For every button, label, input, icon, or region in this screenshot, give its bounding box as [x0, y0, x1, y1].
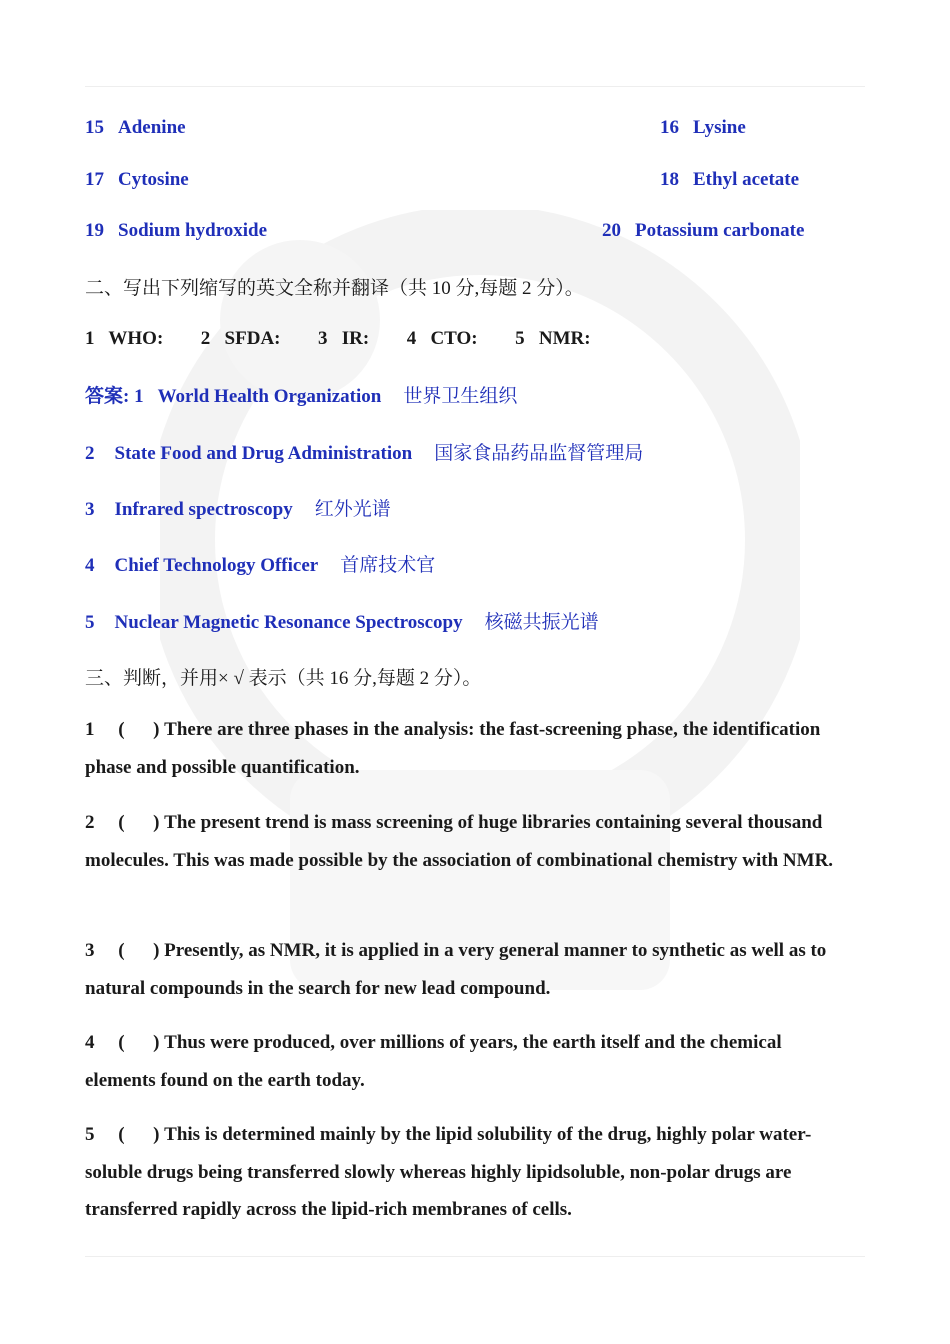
true-false-item: 2 ( ) The present trend is mass screening of huge libraries containing several thousand molecules. This was made possible by the association of combinational chemistry with NMR. — [85, 812, 834, 871]
top-rule — [85, 86, 865, 87]
bottom-rule — [85, 1256, 865, 1257]
vocab-item: 19 Sodium hydroxide — [85, 220, 268, 241]
vocab-item: 20 Potassium carbonate — [602, 220, 805, 241]
answer-item: 2 State Food and Drug Administration 国家食品药品监督管理局 — [85, 443, 644, 464]
vocab-item: 18 Ethyl acetate — [660, 169, 800, 190]
vocab-item: 15 Adenine — [85, 117, 186, 138]
true-false-item: 4 ( ) Thus were produced, over millions of years, the earth itself and the chemical elements found on the earth today. — [85, 1032, 782, 1091]
vocab-item: 16 Lysine — [660, 117, 746, 138]
section-2-heading: 二、写出下列缩写的英文全称并翻译（共 10 分,每题 2 分）。 — [85, 278, 584, 299]
answer-item: 4 Chief Technology Officer 首席技术官 — [85, 555, 436, 576]
answer-item: 答案: 1 World Health Organization 世界卫生组织 — [85, 386, 518, 407]
answer-item: 3 Infrared spectroscopy 红外光谱 — [85, 499, 391, 520]
vocab-item: 17 Cytosine — [85, 169, 189, 190]
section-3-heading: 三、判断，并用× √ 表示（共 16 分,每题 2 分）。 — [85, 668, 482, 689]
answer-item: 5 Nuclear Magnetic Resonance Spectroscopy 核磁共振光谱 — [85, 612, 599, 633]
abbrev-list: 1 WHO: 2 SFDA: 3 IR: 4 CTO: 5 NMR: — [85, 328, 591, 349]
true-false-item: 1 ( ) There are three phases in the analysis: the fast-screening phase, the identification phase and possible quantification. — [85, 719, 821, 778]
true-false-item: 5 ( ) This is determined mainly by the lipid solubility of the drug, highly polar water-soluble drugs being transferred slowly whereas highly lipidsoluble, non-polar drugs are transferred rapidly across the lipid-rich membranes of cells. — [85, 1124, 812, 1220]
true-false-item: 3 ( ) Presently, as NMR, it is applied in a very general manner to synthetic as well as to natural compounds in the search for new lead compound. — [85, 940, 827, 999]
